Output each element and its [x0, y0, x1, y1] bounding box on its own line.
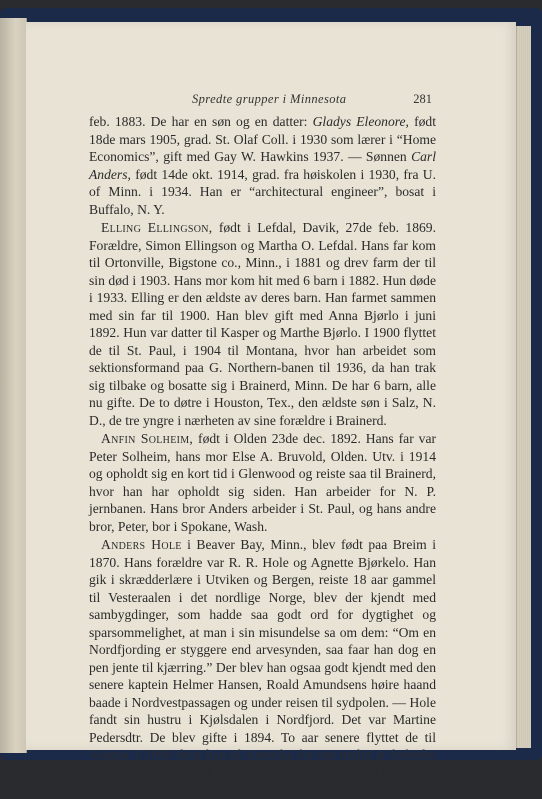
text-run-italic: Carl Anders,	[89, 149, 436, 182]
entry-name: Anders Hole	[101, 537, 182, 552]
entry-text: født i Olden 23de dec. 1892. Hans far var Peter Solheim, hans mor Else A. Bruvold, Olden. Utv. i 1914 og opholdt sig en kort tid i Glenwood og reiste saa til Brainerd, hvor han har opholdt sig siden. Han arbeider for N. P. jernbanen. Hans bror Anders arbeider i St. Paul, og hans andre bror, Peter, bor i Spokane, Wash.	[89, 431, 436, 534]
paragraph-continuation	[89, 113, 436, 218]
body-text	[89, 113, 436, 799]
paragraph-entry	[89, 219, 436, 429]
paragraph-entry	[89, 536, 436, 799]
text-run-italic: Gladys Eleonore,	[312, 114, 409, 129]
entry-name: Anfin Solheim,	[101, 431, 194, 446]
entry-text: født i Lefdal, Davik, 27de feb. 1869. Forældre, Simon Ellingson og Martha O. Lefdal. Hans far kom til Ortonville, Bigstone co., Minn., i 1881 og drev farm der til sin død i 1903. Hans mor kom hit med 6 barn i 1882. Hun døde i 1933. Elling er den ældste av deres barn. Han farmet sammen med sin far til 1900. Han blev gift med Anna Bjørlo i juni 1892. Hun var datter til Kasper og Marthe Bjørlo. I 1900 flyttet de til St. Paul, i 1904 til Montana, hvor han arbeidet som sektionsformand paa G. Northern-banen til 1936, da han trak sig tilbake og bosatte sig i Brainerd, Minn. De har 6 barn, alle nu gifte. De to døtre i Houston, Tex., den ældste søn i Salz, N. D., de tre yngre i nærheten av sine forældre i Brainerd.	[89, 220, 436, 428]
text-run: født 18de mars 1905, grad. St. Olaf Coll. i 1930 som lærer i “Home Economics”, gift med Gay W. Hawkins 1937. — Sønnen	[89, 114, 436, 164]
text-run: feb. 1883. De har en søn og en datter:	[89, 114, 313, 129]
entry-name: Elling Ellingson,	[101, 220, 213, 235]
text-run: født 14de okt. 1914, grad. fra høiskolen i 1930, fra U. of Minn. i 1934. Han er “architectural engineer”, bosat i Buffalo, N. Y.	[89, 166, 436, 217]
facing-page-edge	[0, 18, 27, 753]
entry-text: i Beaver Bay, Minn., blev født paa Breim i 1870. Hans forældre var R. R. Hole og Agnette Bjørkelo. Han gik i skrædderlære i Utviken og Bergen, reiste 18 aar gammel til Vesteraalen i det nordlige Norge, blev der kjendt med sambygdinger, som hadde saa godt ord for dygtighet og sparsommelighet, at man i sin misundelse sa om dem: “Om en Nordfjording er styggere end arvesynden, saa faar han dog en pen jente til kjærring.” Der blev han ogsaa godt kjendt med den senere kaptein Helmer Hansen, Roald Amundsens høire haand baade i Nordvestpassagen og under reisen til sydpolen. — Hole fandt sin hustru i Kjølsdalen i Nordfjord. Det var Martine Pedersdtr. De blev gifte i 1894. To aar senere flyttet de til Vaagsø. I 1900 drog han til Amerika for om mulig at forbedre sine kaar. Egnen ved Duluth var fyldt av et myldrende liv dengang. Der kunde arbeiderne tjene pen-	[89, 537, 436, 797]
page-number: 281	[413, 92, 432, 106]
page-block-edge	[516, 26, 531, 748]
paragraph-entry	[89, 430, 436, 535]
page-header	[95, 92, 435, 108]
running-head: Spredte grupper i Minnesota	[192, 92, 347, 106]
